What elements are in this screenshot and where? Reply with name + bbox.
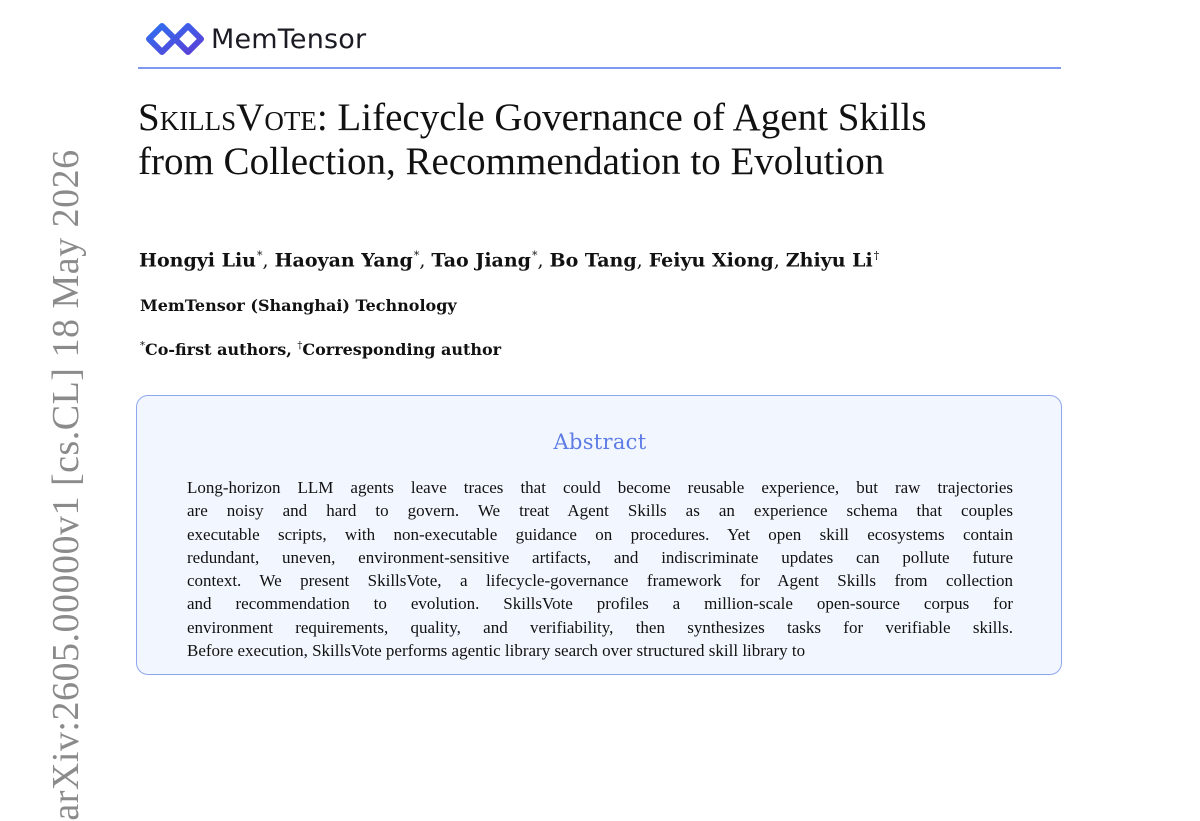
memtensor-logo-icon — [143, 18, 207, 60]
abstract-line: environment requirements, quality, and verifiability, then synthesizes tasks for verifiable skills. — [187, 617, 1013, 637]
author-mark: † — [873, 249, 880, 262]
abstract-line: and recommendation to evolution. SkillsVote profiles a million-scale open-source corpus for — [187, 594, 1013, 614]
author-mark: * — [257, 249, 263, 262]
author-mark: * — [531, 249, 538, 262]
author-name: Bo Tang — [549, 249, 637, 272]
abstract-line: Before execution, SkillsVote performs agentic library search over structured skill library to — [187, 641, 806, 661]
arxiv-stamp-text: arXiv:2605.00000v1 [cs.CL] 18 May 2026 — [45, 149, 87, 821]
abstract-heading: Abstract — [553, 430, 647, 454]
abstract-line: context. We present SkillsVote, a lifecycle-governance framework for Agent Skills from collection — [187, 571, 1013, 591]
header-rule — [138, 67, 1061, 69]
note-mark-corresponding: † — [297, 340, 303, 352]
title-line2: from Collection, Recommendation to Evolution — [138, 140, 885, 183]
title-system-name: SkillsVote — [138, 96, 317, 139]
title-line1-rest: : Lifecycle Governance of Agent Skills — [316, 96, 927, 139]
author-note — [140, 340, 501, 359]
note-co-first: Co-first authors, — [145, 340, 298, 359]
note-corresponding: Corresponding author — [302, 340, 502, 359]
paper-title — [138, 96, 1078, 184]
author-name: Feiyu Xiong — [648, 249, 774, 272]
brand-logo — [143, 18, 366, 60]
abstract-line: are noisy and hard to govern. We treat Agent Skills as an experience schema that couples — [187, 501, 1013, 521]
affiliation: MemTensor (Shanghai) Technology — [140, 296, 457, 315]
note-mark-co-first: * — [140, 340, 145, 352]
author-mark: * — [413, 249, 420, 262]
author-name: Zhiyu Li — [785, 249, 873, 272]
abstract-line: Long-horizon LLM agents leave traces that could become reusable experience, but raw trajectories — [187, 478, 1013, 497]
author-name: Tao Jiang — [431, 249, 531, 272]
author-list: Hongyi Liu*, Haoyan Yang*, Tao Jiang*, Bo Tang, Feiyu Xiong, Zhiyu Li† — [139, 249, 880, 272]
brand-name: MemTensor — [211, 23, 367, 55]
author-name: Hongyi Liu — [139, 249, 256, 272]
author-name: Haoyan Yang — [274, 249, 413, 272]
abstract-line: executable scripts, with non-executable guidance on procedures. Yet open skill ecosystems contain — [187, 524, 1013, 544]
abstract-line: redundant, uneven, environment-sensitive artifacts, and indiscriminate updates can pollute future — [187, 547, 1013, 567]
abstract-body — [187, 476, 1013, 662]
